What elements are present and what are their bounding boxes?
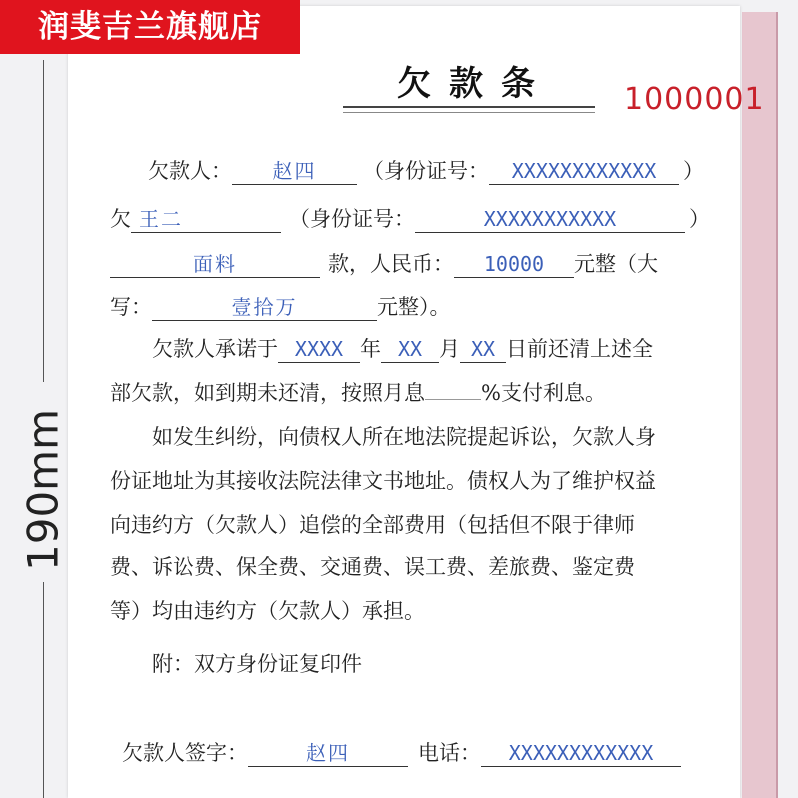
dispute-line-5: 等）均由违约方（欠款人）承担。 bbox=[110, 599, 425, 623]
month-unit: 月 bbox=[439, 337, 460, 361]
iou-form bbox=[68, 6, 765, 798]
attachment-note: 附：双方身份证复印件 bbox=[152, 652, 362, 676]
interest-suffix: %支付利息。 bbox=[481, 381, 606, 405]
debtor-id-close: ） bbox=[683, 159, 704, 183]
ruler-line-top bbox=[43, 60, 44, 382]
debtor-label: 欠款人： bbox=[148, 159, 232, 183]
creditor-id-close: ） bbox=[689, 207, 710, 231]
year-field[interactable]: XXXX bbox=[278, 336, 360, 363]
ruler-line-bottom bbox=[43, 582, 44, 798]
store-badge: 润斐吉兰旗舰店 bbox=[0, 0, 300, 54]
signature-label: 欠款人签字： bbox=[122, 741, 248, 765]
amount-row bbox=[110, 249, 658, 279]
dispute-line-3: 向违约方（欠款人）追偿的全部费用（包括但不限于律师 bbox=[110, 513, 635, 537]
dispute-line-1: 如发生纠纷，向债权人所在地法院提起诉讼，欠款人身 bbox=[152, 425, 656, 449]
creditor-id-label: （身份证号： bbox=[289, 207, 415, 231]
month-field[interactable]: XX bbox=[381, 336, 439, 363]
ruler-label: 190mm bbox=[19, 403, 68, 577]
amount-suffix: 元整（大 bbox=[574, 252, 658, 276]
promise-text: 欠款人承诺于 bbox=[152, 337, 278, 361]
dispute-line-4: 费、诉讼费、保全费、交通费、误工费、差旅费、鉴定费 bbox=[110, 555, 635, 579]
amount-field[interactable]: 10000 bbox=[454, 251, 574, 278]
interest-text: 部欠款，如到期未还清，按照月息 bbox=[110, 381, 425, 405]
serial-number: 1000001 bbox=[624, 82, 765, 117]
debtor-id-field[interactable]: XXXXXXXXXXXX bbox=[489, 158, 679, 185]
creditor-name-field[interactable]: 王二 bbox=[131, 206, 281, 233]
phone-label: 电话： bbox=[418, 741, 481, 765]
amount-upper-suffix: 元整）。 bbox=[377, 295, 451, 319]
day-field[interactable]: XX bbox=[460, 336, 506, 363]
creditor-label: 欠 bbox=[110, 207, 131, 231]
amount-label: 款，人民币： bbox=[328, 252, 454, 276]
signature-field[interactable]: 赵四 bbox=[248, 740, 408, 767]
form-title: 欠款条 bbox=[397, 64, 553, 104]
debtor-id-label: （身份证号： bbox=[363, 159, 489, 183]
signature-row bbox=[122, 738, 681, 768]
debtor-name-field[interactable]: 赵四 bbox=[232, 158, 357, 185]
item-field[interactable]: 面料 bbox=[110, 251, 320, 278]
amount-upper-field[interactable]: 壹拾万 bbox=[152, 294, 377, 321]
amount-upper-label: 写： bbox=[110, 295, 152, 319]
interest-row bbox=[110, 378, 606, 408]
due-date-row bbox=[152, 334, 653, 364]
debtor-row bbox=[148, 156, 704, 186]
creditor-id-field[interactable]: XXXXXXXXXXX bbox=[415, 206, 685, 233]
title-underline bbox=[343, 106, 595, 108]
dispute-line-2: 份证地址为其接收法院法律文书地址。债权人为了维护权益 bbox=[110, 469, 656, 493]
creditor-row bbox=[110, 204, 710, 234]
year-unit: 年 bbox=[360, 337, 381, 361]
phone-field[interactable]: XXXXXXXXXXXX bbox=[481, 740, 681, 767]
day-unit: 日前还清上述全 bbox=[506, 337, 653, 361]
amount-upper-row bbox=[110, 292, 451, 322]
carbon-copy-strip bbox=[742, 12, 778, 798]
interest-rate-field[interactable] bbox=[425, 399, 481, 400]
title-underline-thin bbox=[343, 112, 595, 113]
